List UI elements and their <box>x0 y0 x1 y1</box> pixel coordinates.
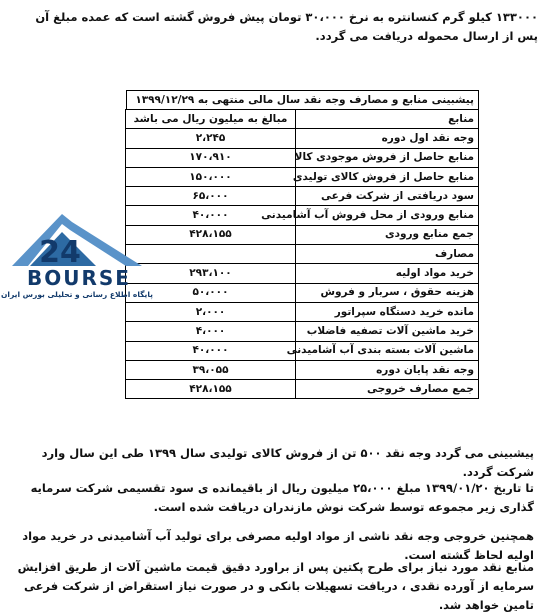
logo-wordmark: BOURSE <box>27 266 131 290</box>
table-row <box>126 129 479 148</box>
table-row <box>126 322 479 341</box>
cash-flow-table <box>126 90 479 399</box>
row-amount: ۱۷۰،۹۱۰ <box>126 148 296 167</box>
row-label: هزینه حقوق ، سربار و فروش <box>296 283 479 302</box>
table-title: پیشبینی منابع و مصارف وجه نقد سال مالی منتهی به ۱۳۹۹/۱۲/۲۹ <box>126 90 479 109</box>
logo-mountain-icon <box>0 208 154 270</box>
paragraph-3: همچنین خروجی وجه نقد ناشی از مواد اولیه مصرفی برای تولید آب آشامیدنی در خرید مواد اولیه لحاظ گشته است. <box>22 529 534 562</box>
logo-tagline: پایگاه اطلاع رسانی و تحلیلی بورس ایران <box>1 290 153 299</box>
table-row <box>126 187 479 206</box>
bourse24-logo <box>0 208 154 300</box>
intro-paragraph: ۱۳۳۰۰۰ کیلو گرم کنسانتره به نرخ ۳۰،۰۰۰ تومان پیش فروش گشته است که عمده مبلغ آن پس از ارسال محموله دریافت می گردد. <box>35 10 538 43</box>
row-label: وجه نقد اول دوره <box>296 129 479 148</box>
row-label: مصارف <box>296 245 479 264</box>
row-label: منابع حاصل از فروش موجودی کالا <box>296 148 479 167</box>
row-amount: ۱۵۰،۰۰۰ <box>126 167 296 186</box>
row-amount: ۴۲۸،۱۵۵ <box>126 225 296 244</box>
row-label: خرید مواد اولیه <box>296 264 479 283</box>
paragraph-4: منابع نقد مورد نیاز برای طرح پکتین پس از براورد دقیق قیمت ماشین آلات از طریق افزایش سرمایه از آورده نقدی ، دریافت تسهیلات بانکی و در صورت نیاز استقراض از شرکت فرعی تامین خواهد شد. <box>17 560 534 612</box>
table-row <box>126 380 479 399</box>
paragraph-1: پیشبینی می گردد وجه نقد ۵۰۰ تن از فروش کالای تولیدی سال ۱۳۹۹ طی این سال وارد شرکت گردد. <box>41 446 534 479</box>
row-label: سود دریافتی از شرکت فرعی <box>296 187 479 206</box>
row-amount: ۶۵،۰۰۰ <box>126 187 296 206</box>
table-row <box>126 206 479 225</box>
table-row <box>126 360 479 379</box>
row-label: جمع مصارف خروجی <box>296 380 479 399</box>
table-row <box>126 302 479 321</box>
paragraph-2: تا تاریخ ۱۳۹۹/۰۱/۲۰ مبلغ ۲۵،۰۰۰ میلیون ریال از باقیمانده ی سود تقسیمی شرکت سرمایه گذاری زیر مجموعه توسط شرکت نوش مازندران دریافت شده است. <box>30 481 534 514</box>
cash-flow-grid <box>125 109 479 399</box>
row-amount: ۲،۰۰۰ <box>126 302 296 321</box>
table-row <box>126 167 479 186</box>
table-header-row <box>126 110 479 129</box>
row-label: منابع حاصل از فروش کالای تولیدی <box>296 167 479 186</box>
row-amount: ۲۹۳،۱۰۰ <box>126 264 296 283</box>
row-label: ماشین آلات بسته بندی آب آشامیدنی <box>296 341 479 360</box>
table-row <box>126 245 479 264</box>
row-amount: ۴۰،۰۰۰ <box>126 341 296 360</box>
header-amount: مبالغ به میلیون ریال می باشد <box>126 110 296 129</box>
row-amount: ۴،۰۰۰ <box>126 322 296 341</box>
row-amount: ۴۰،۰۰۰ <box>126 206 296 225</box>
row-label: جمع منابع ورودی <box>296 225 479 244</box>
row-label: وجه نقد پایان دوره <box>296 360 479 379</box>
table-row <box>126 148 479 167</box>
row-label: منابع ورودی از محل فروش آب آشامیدنی <box>296 206 479 225</box>
row-amount: ۲،۲۴۵ <box>126 129 296 148</box>
table-row <box>126 341 479 360</box>
row-amount: ۳۹،۰۵۵ <box>126 360 296 379</box>
logo-number: 24 <box>39 235 81 270</box>
row-label: خرید ماشین آلات تصفیه فاضلاب <box>296 322 479 341</box>
table-row <box>126 283 479 302</box>
header-label: منابع <box>296 110 479 129</box>
table-row <box>126 225 479 244</box>
row-amount: ۴۲۸،۱۵۵ <box>126 380 296 399</box>
row-amount: ۵۰،۰۰۰ <box>126 283 296 302</box>
row-label: مانده خرید دستگاه سپراتور <box>296 302 479 321</box>
table-row <box>126 264 479 283</box>
